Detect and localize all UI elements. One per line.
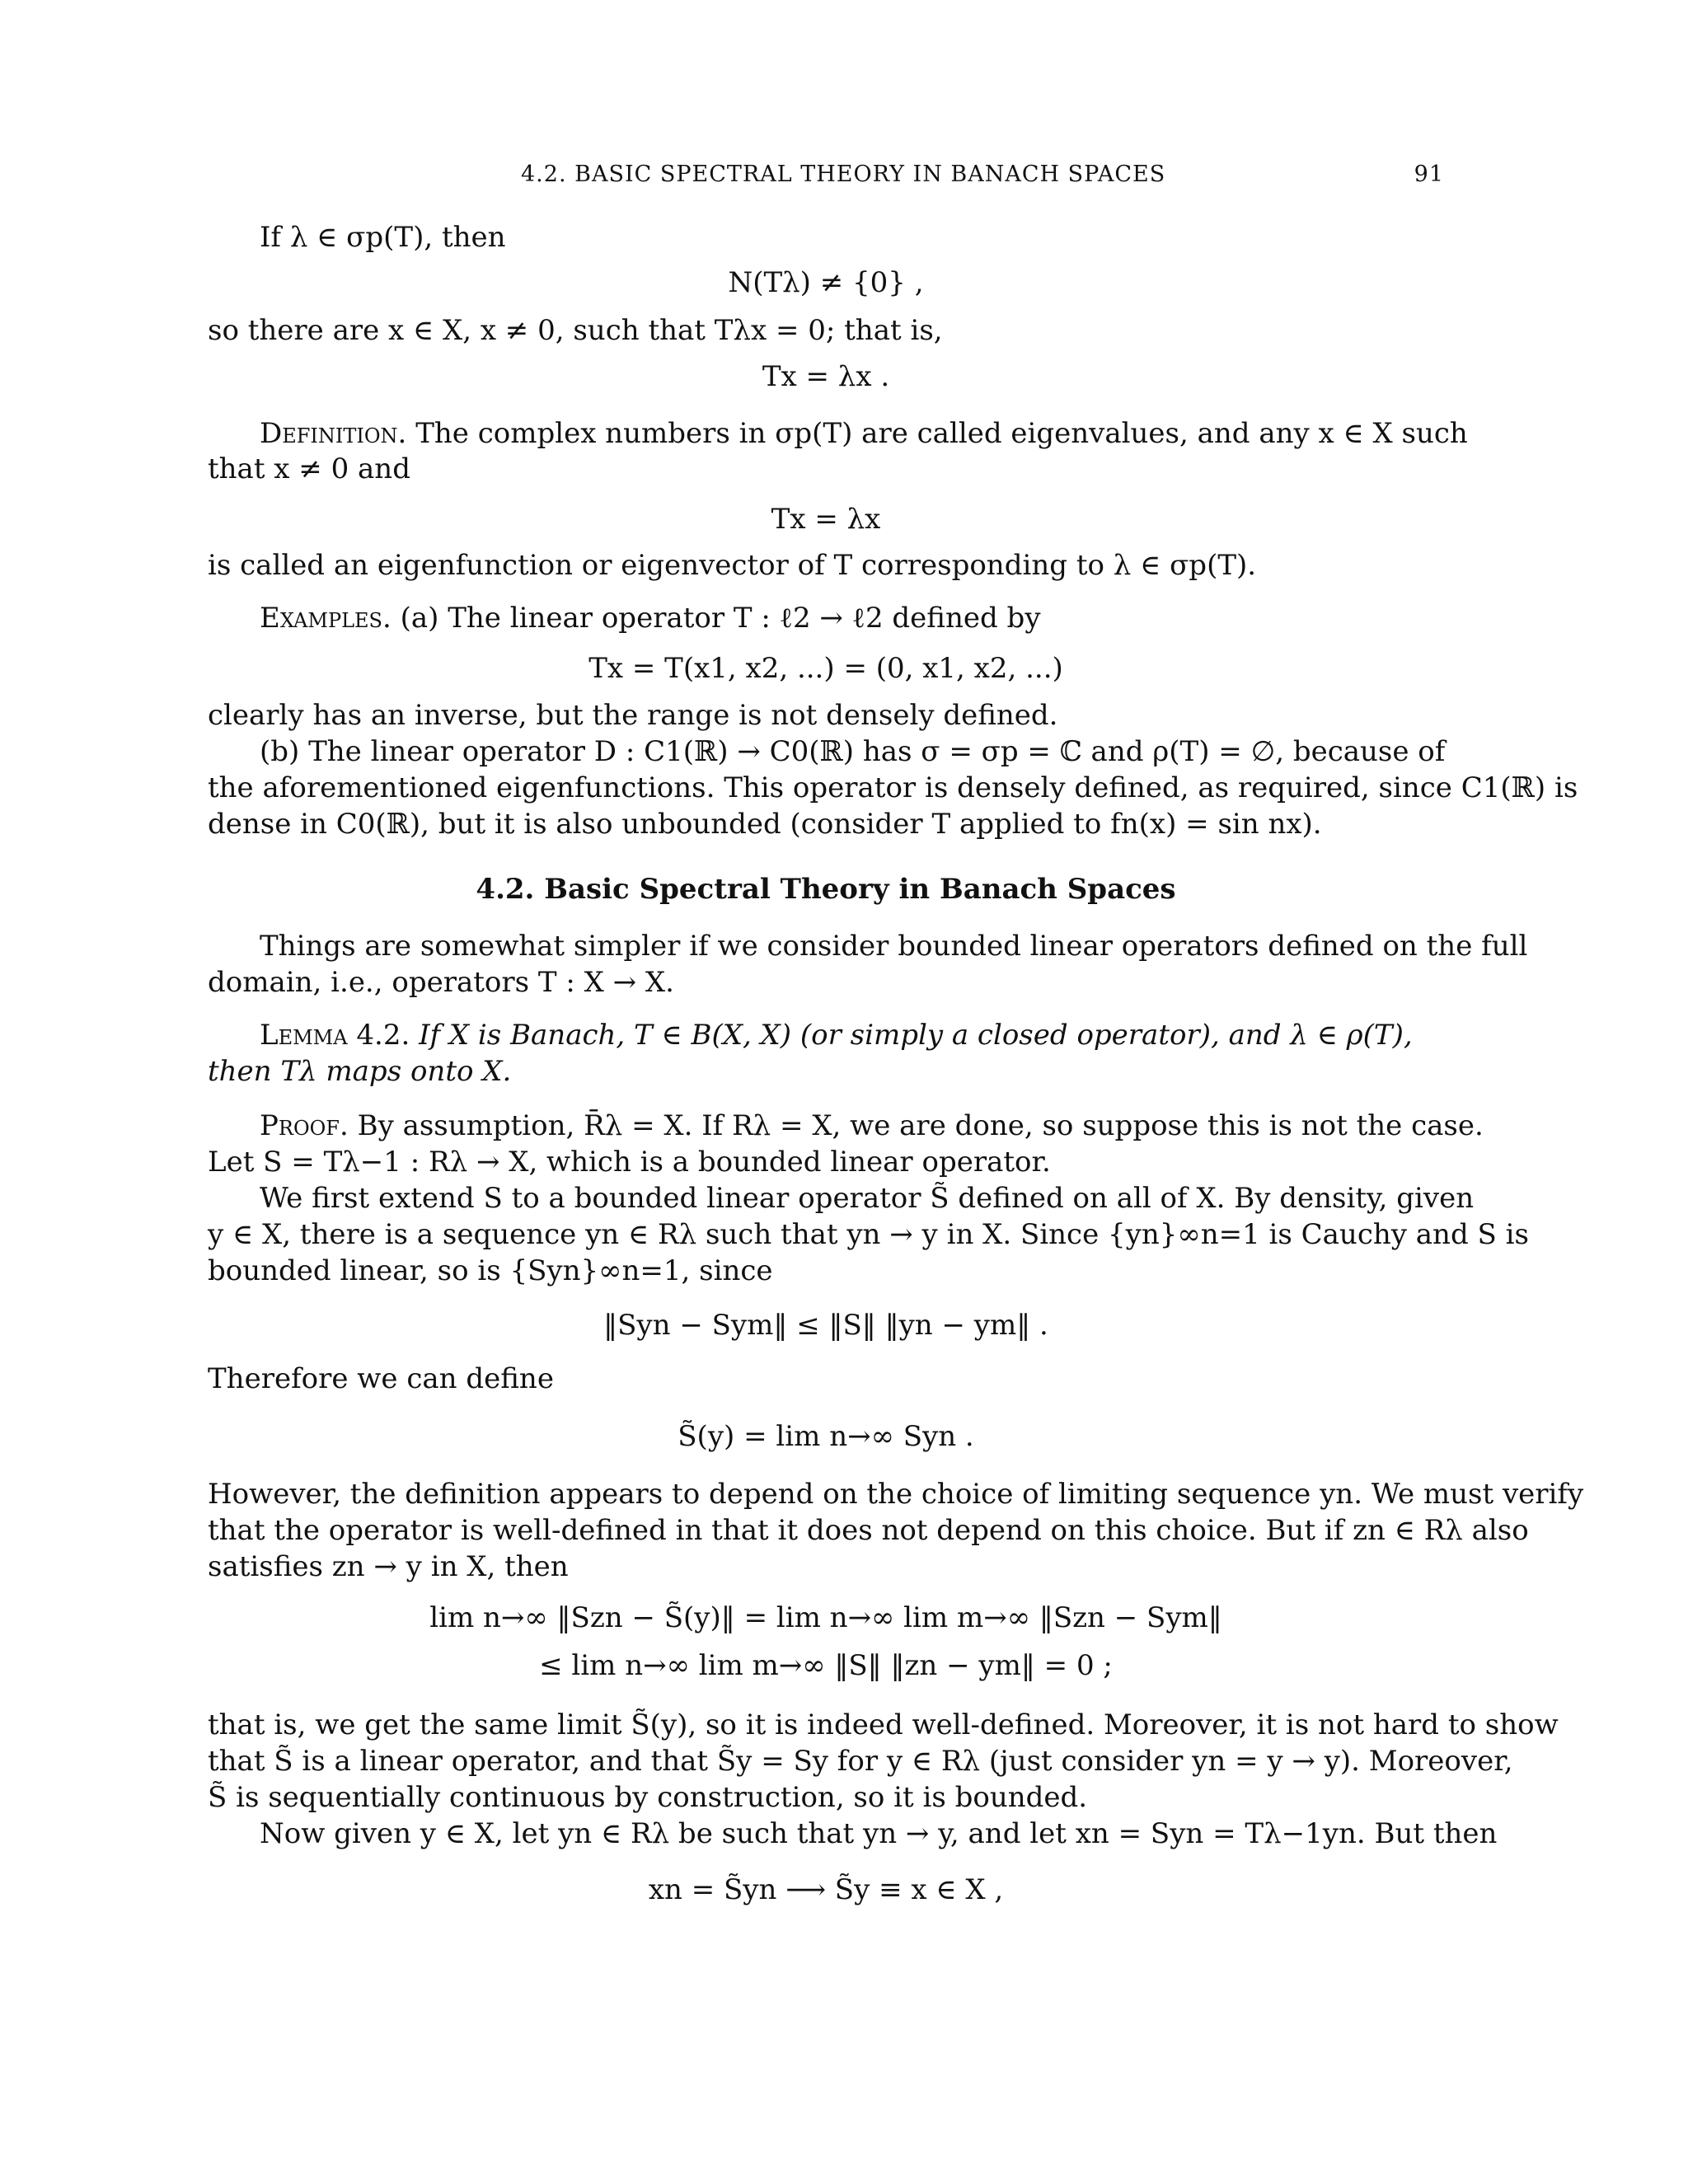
- lemma-line: [260, 1016, 1413, 1054]
- equation: xn = S̃yn ⟶ S̃y ≡ x ∈ X ,: [648, 1873, 1004, 1906]
- paragraph-line: Therefore we can define: [208, 1362, 554, 1395]
- paragraph-line: S̃ is sequentially continuous by construction, so it is bounded.: [208, 1781, 1088, 1814]
- paragraph-line: that S̃ is a linear operator, and that S̃y = Sy for y ∈ Rλ (just consider yn = y → y). Moreover,: [208, 1745, 1513, 1778]
- equation: Tx = λx: [771, 503, 881, 536]
- paragraph-line: dense in C0(ℝ), but it is also unbounded (consider T applied to fn(x) = sin nx).: [208, 808, 1322, 841]
- lemma-line: [208, 1052, 511, 1090]
- paragraph-line: that the operator is well-defined in that it does not depend on this choice. But if zn ∈ Rλ also: [208, 1514, 1529, 1547]
- proof-label: Proof.: [260, 1109, 349, 1142]
- examples-label: Examples.: [260, 602, 392, 635]
- proof-line: [260, 1107, 1484, 1145]
- section-heading: 4.2. Basic Spectral Theory in Banach Spaces: [476, 873, 1176, 906]
- lemma-text: then Tλ maps onto X.: [208, 1055, 512, 1088]
- paragraph-line: that is, we get the same limit S̃(y), so it is indeed well-defined. Moreover, it is not hard to show: [208, 1708, 1559, 1741]
- equation: lim n→∞ ‖Szn − S̃(y)‖ = lim n→∞ lim m→∞ ‖Szn − Sym‖: [429, 1601, 1222, 1634]
- paragraph-line: However, the definition appears to depend on the choice of limiting sequence yn. We must verify: [208, 1478, 1584, 1511]
- paragraph-line: (b) The linear operator D : C1(ℝ) → C0(ℝ) has σ = σp = ℂ and ρ(T) = ∅, because of: [260, 735, 1446, 768]
- definition-line: [260, 415, 1468, 452]
- paragraph-line: the aforementioned eigenfunctions. This operator is densely defined, as required, since C1(ℝ) is: [208, 771, 1578, 804]
- running-title: 4.2. BASIC SPECTRAL THEORY IN BANACH SPACES: [521, 162, 1166, 187]
- examples-line: [260, 599, 1041, 637]
- definition-text: The complex numbers in σp(T) are called eigenvalues, and any x ∈ X such: [415, 417, 1468, 450]
- paragraph-line: bounded linear, so is {Syn}∞n=1, since: [208, 1254, 773, 1287]
- paragraph-line: Things are somewhat simpler if we consider bounded linear operators defined on the full: [260, 930, 1528, 963]
- page-number: 91: [1414, 162, 1444, 187]
- paragraph-line: Let S = Tλ−1 : Rλ → X, which is a bounded linear operator.: [208, 1146, 1051, 1179]
- examples-text: (a) The linear operator T : ℓ2 → ℓ2 defined by: [400, 602, 1041, 635]
- paragraph-line: clearly has an inverse, but the range is not densely defined.: [208, 699, 1058, 732]
- equation: S̃(y) = lim n→∞ Syn .: [678, 1420, 974, 1453]
- paragraph-line: is called an eigenfunction or eigenvector of T corresponding to λ ∈ σp(T).: [208, 549, 1257, 582]
- paragraph-line: y ∈ X, there is a sequence yn ∈ Rλ such that yn → y in X. Since {yn}∞n=1 is Cauchy and S is: [208, 1218, 1529, 1251]
- paragraph-line: satisfies zn → y in X, then: [208, 1550, 569, 1583]
- definition-label: Definition.: [260, 417, 407, 450]
- paragraph-line: so there are x ∈ X, x ≠ 0, such that Tλx = 0; that is,: [208, 314, 943, 347]
- paragraph-line: domain, i.e., operators T : X → X.: [208, 966, 674, 999]
- lemma-label: Lemma 4.2.: [260, 1019, 410, 1052]
- equation: Tx = T(x1, x2, ...) = (0, x1, x2, ...): [588, 652, 1063, 685]
- equation: N(Tλ) ≠ {0} ,: [728, 266, 924, 299]
- equation: ≤ lim n→∞ lim m→∞ ‖S‖ ‖zn − ym‖ = 0 ;: [539, 1649, 1113, 1682]
- equation: Tx = λx .: [762, 360, 890, 393]
- paragraph-line: We first extend S to a bounded linear operator S̃ defined on all of X. By density, given: [260, 1182, 1475, 1215]
- paragraph-line: If λ ∈ σp(T), then: [260, 221, 506, 254]
- paragraph-line: Now given y ∈ X, let yn ∈ Rλ be such that yn → y, and let xn = Syn = Tλ−1yn. But then: [260, 1817, 1498, 1850]
- equation: ‖Syn − Sym‖ ≤ ‖S‖ ‖yn − ym‖ .: [603, 1309, 1048, 1342]
- proof-text: By assumption, R̄λ = X. If Rλ = X, we are done, so suppose this is not the case.: [357, 1109, 1484, 1142]
- lemma-text: If X is Banach, T ∈ B(X, X) (or simply a closed operator), and λ ∈ ρ(T),: [419, 1019, 1413, 1052]
- paragraph-line: that x ≠ 0 and: [208, 452, 410, 485]
